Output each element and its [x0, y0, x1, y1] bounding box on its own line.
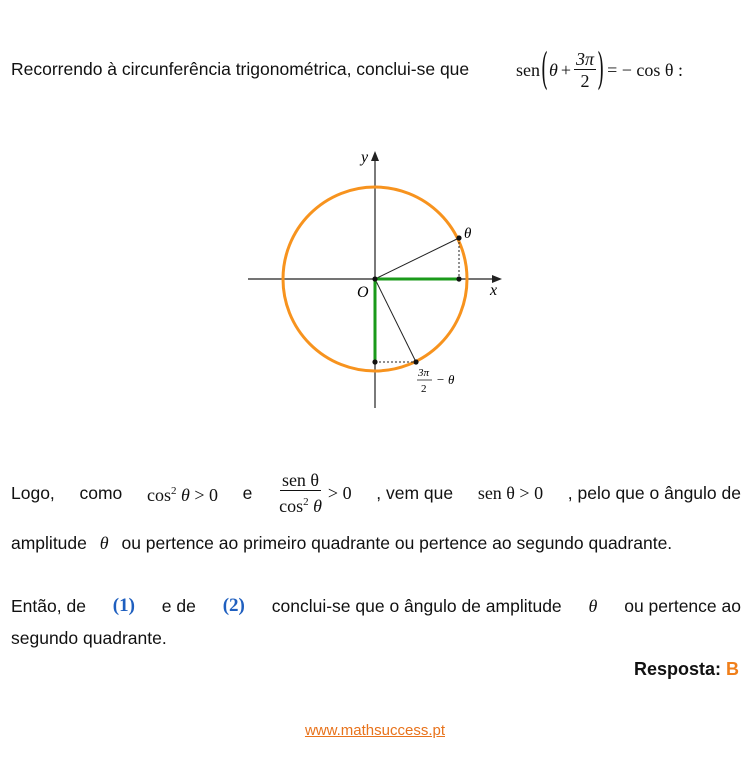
ref-1: (1): [112, 595, 135, 616]
intro-line: [11, 58, 469, 80]
origin-label: O: [357, 284, 369, 301]
point-cos-theta: [456, 276, 461, 281]
fraction-ineq: $\frac{\text{sen θ}}{\cos^2 \theta}$ > 0: [279, 469, 352, 516]
unit-circle-diagram: [240, 140, 510, 415]
answer-label: Resposta:: [633, 659, 721, 679]
point-theta: [456, 235, 461, 240]
point-3pi2-minus-theta: [413, 359, 418, 364]
answer: [634, 659, 739, 680]
eq-theta: θ: [549, 59, 558, 80]
radius-theta: [375, 238, 459, 279]
para3-line1: Então, de (1) e de (2) conclui-se que o ângulo de amplitude θ ou pertence ao: [11, 595, 741, 616]
angle-den: 2: [421, 383, 427, 395]
intro-text: Recorrendo à circunferência trigonométrica, conclui-se que: [11, 59, 470, 79]
theta-label: θ: [464, 226, 472, 242]
para3-line2: segundo quadrante.: [11, 628, 167, 648]
origin-point: [372, 276, 377, 281]
cos2-ineq: $\cos^2 \theta > 0$: [146, 485, 218, 505]
eq-plus: +: [560, 59, 572, 80]
para2-line1: Logo, como $\cos^2 \theta > 0$ e $\frac{\text{sen θ}}{\cos^2 \theta}$ > 0 , vem que sen θ > 0 , pelo que o ângulo de: [11, 469, 741, 516]
sen-ineq: sen θ > 0: [477, 483, 544, 503]
y-axis-arrow: [371, 151, 379, 161]
eq-frac-den: 2: [580, 70, 590, 91]
eq-sen: sen: [516, 59, 540, 80]
eq-fraction: [574, 49, 596, 92]
x-label: x: [490, 282, 498, 299]
eq-frac-num: 3π: [576, 48, 595, 69]
para2-line2: amplitude θ ou pertence ao primeiro quadrante ou pertence ao segundo quadrante.: [11, 533, 673, 553]
point-sin-3pi2: [372, 359, 377, 364]
angle-suffix: − θ: [436, 372, 455, 387]
answer-value: B: [726, 659, 739, 679]
y-label: y: [361, 149, 369, 166]
ref-2: (2): [222, 595, 245, 616]
angle-num: 3π: [418, 367, 430, 379]
identity-equation: sen ( θ + $\frac{3\pi}{2}$ ) = − cos θ :: [516, 44, 684, 96]
eq-rhs: = − cos θ :: [607, 59, 684, 80]
footer-link[interactable]: www.mathsuccess.pt: [304, 722, 446, 739]
footer: [0, 722, 750, 740]
radius-3pi2-minus-theta: [375, 279, 416, 362]
